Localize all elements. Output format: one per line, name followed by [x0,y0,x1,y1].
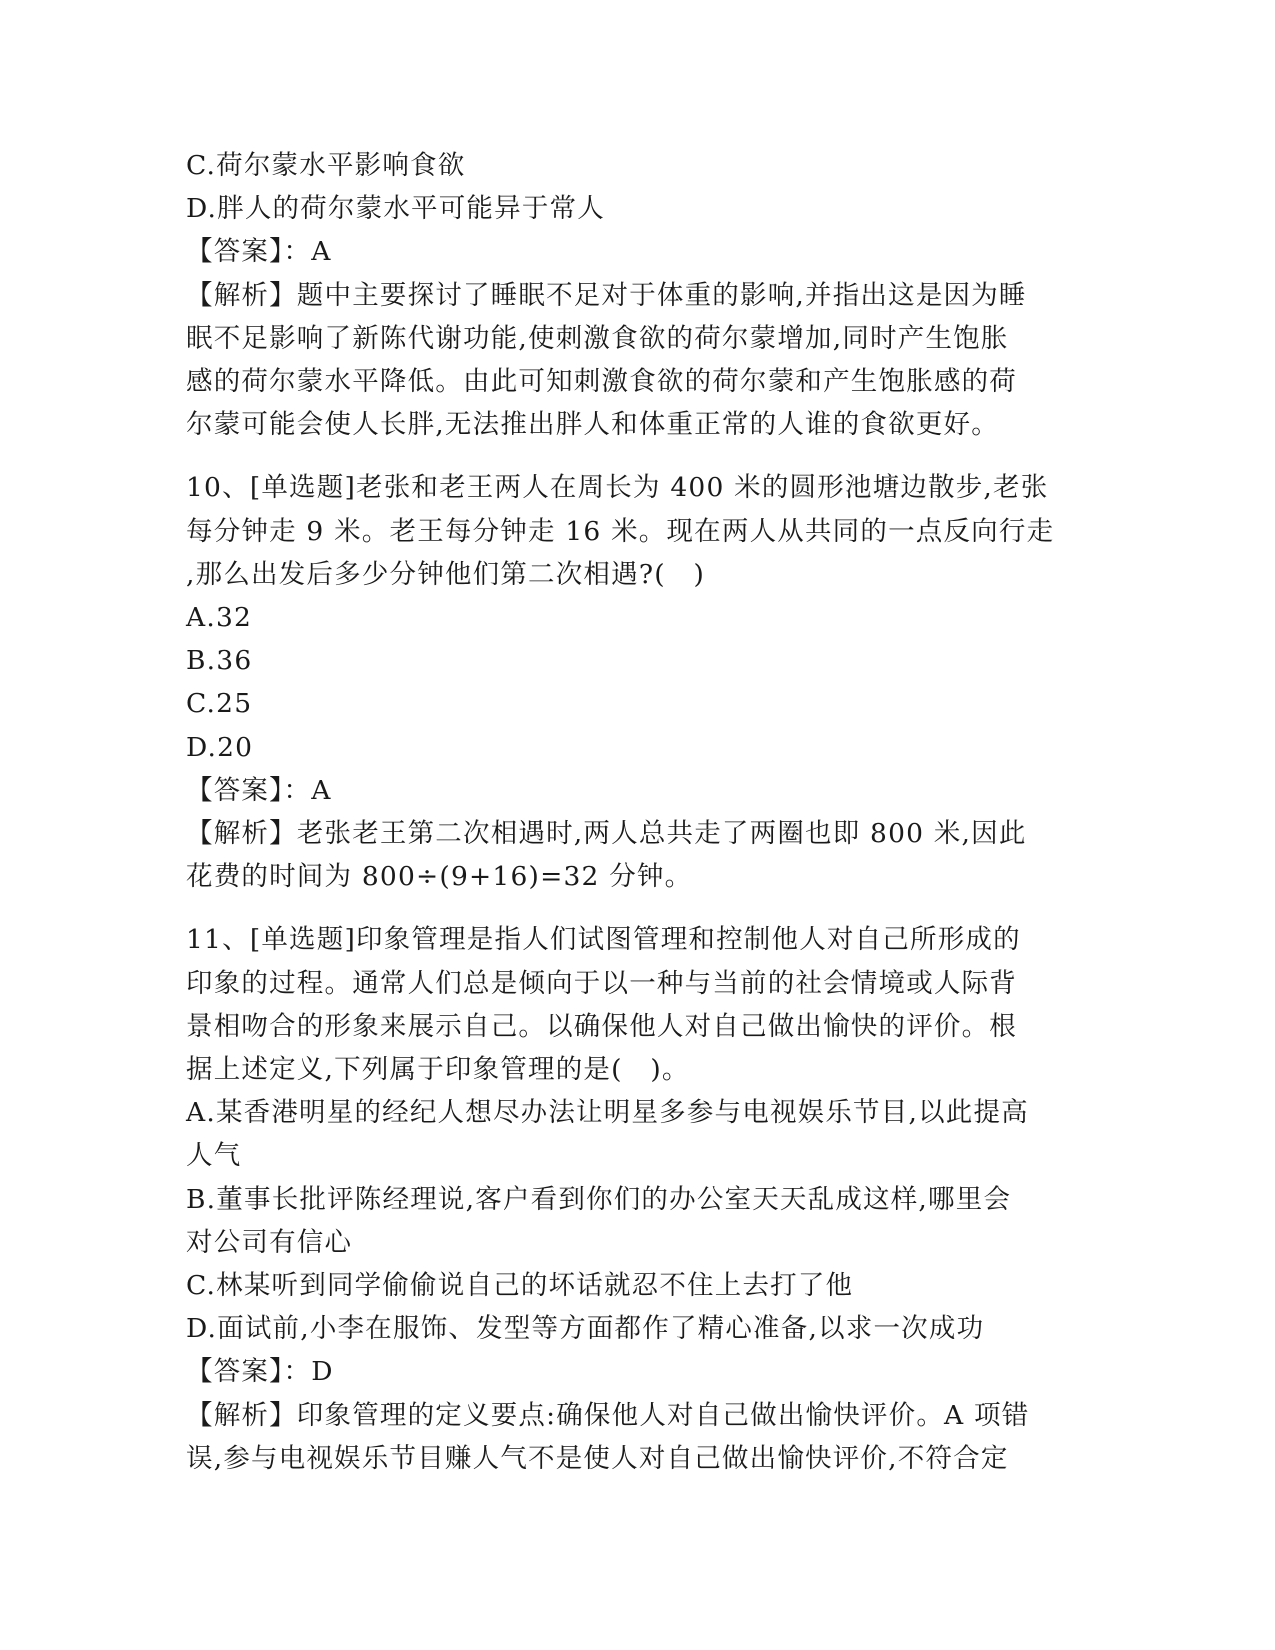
analysis-line: 花费的时间为 800÷(9+16)=32 分钟。 [186,861,693,893]
answer-line: 【答案】：A [186,774,332,806]
option-b: 对公司有信心 [186,1226,353,1258]
question-stem: 每分钟走 9 米。老王每分钟走 16 米。现在两人从共同的一点反向行走 [186,515,1055,547]
analysis-line: 误,参与电视娱乐节目赚人气不是使人对自己做出愉快评价,不符合定 [186,1442,1009,1474]
option-c: C.25 [186,688,253,720]
question-stem: 10、[单选题]老张和老王两人在周长为 400 米的圆形池塘边散步,老张 [186,472,1049,504]
analysis-line: 感的荷尔蒙水平降低。由此可知刺激食欲的荷尔蒙和产生饱胀感的荷 [186,366,1017,398]
question-stem: 景相吻合的形象来展示自己。以确保他人对自己做出愉快的评价。根 [186,1010,1017,1042]
question-stem: 据上述定义,下列属于印象管理的是( )。 [186,1054,690,1086]
option-d: D.胖人的荷尔蒙水平可能异于常人 [186,193,605,225]
question-stem: ,那么出发后多少分钟他们第二次相遇?( ) [186,558,706,590]
analysis-line: 尔蒙可能会使人长胖,无法推出胖人和体重正常的人谁的食欲更好。 [186,409,999,441]
answer-line: 【答案】：A [186,236,332,268]
question-stem: 印象的过程。通常人们总是倾向于以一种与当前的社会情境或人际背 [186,967,1017,999]
option-a: 人气 [186,1140,242,1172]
analysis-line: 【解析】老张老王第二次相遇时,两人总共走了两圈也即 800 米,因此 [186,818,1027,850]
answer-line: 【答案】：D [186,1356,334,1388]
analysis-line: 眠不足影响了新陈代谢功能,使刺激食欲的荷尔蒙增加,同时产生饱胀 [186,322,1009,354]
option-b: B.36 [186,645,253,677]
question-stem: 11、[单选题]印象管理是指人们试图管理和控制他人对自己所形成的 [186,924,1021,956]
analysis-line: 【解析】印象管理的定义要点:确保他人对自己做出愉快评价。A 项错 [186,1399,1030,1431]
option-a: A.某香港明星的经纪人想尽办法让明星多参与电视娱乐节目,以此提高 [186,1097,1029,1129]
section-gap [186,898,1086,918]
option-c: C.林某听到同学偷偷说自己的坏话就忍不住上去打了他 [186,1270,854,1302]
option-c: C.荷尔蒙水平影响食欲 [186,150,466,181]
section-gap [186,446,1086,466]
option-d: D.面试前,小李在服饰、发型等方面都作了精心准备,以求一次成功 [186,1313,985,1345]
document-page [186,144,1086,1480]
option-b: B.董事长批评陈经理说,客户看到你们的办公室天天乱成这样,哪里会 [186,1183,1012,1215]
option-a: A.32 [186,602,253,634]
analysis-line: 【解析】题中主要探讨了睡眠不足对于体重的影响,并指出这是因为睡 [186,279,1027,311]
option-d: D.20 [186,731,254,763]
